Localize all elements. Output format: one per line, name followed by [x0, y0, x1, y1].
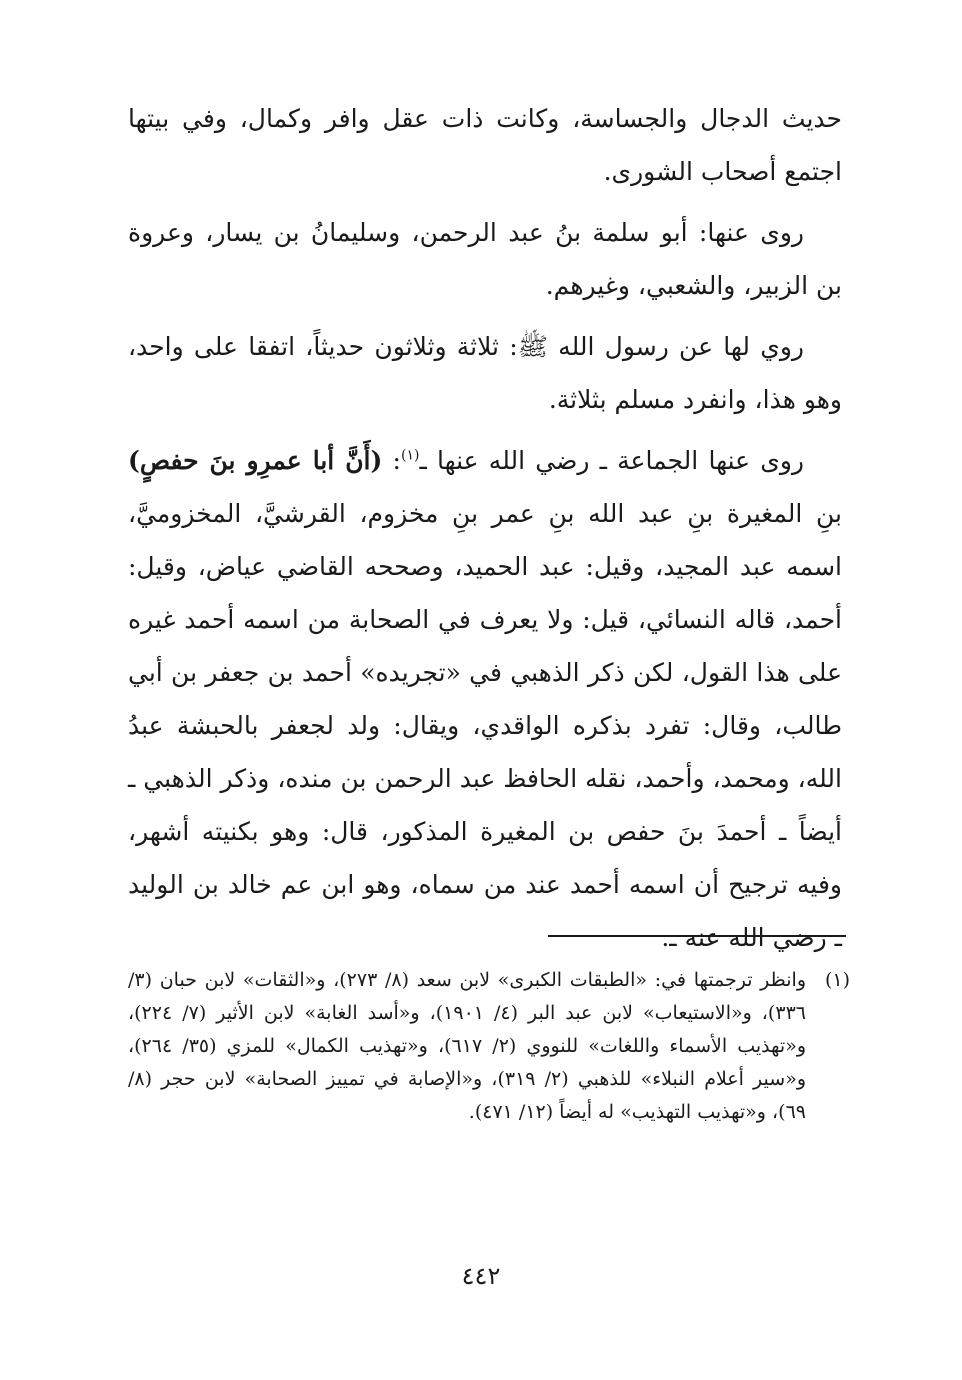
footnotes-section [128, 964, 850, 1129]
paragraph-4-colon: : [382, 446, 401, 475]
page-number: ٤٤٢ [461, 1262, 501, 1290]
footnote-number: (١) [824, 969, 850, 991]
paragraph-4 [128, 434, 842, 964]
paragraph-2: روى عنها: أبو سلمة بنُ عبد الرحمن، وسليمانُ بن يسار، وعروة بن الزبير، والشعبي، وغيرهم. [128, 218, 842, 300]
paragraph-1: حديث الدجال والجساسة، وكانت ذات عقل وافر وكمال، وفي بيتها اجتمع أصحاب الشورى. [128, 104, 842, 186]
footnote-reference-1[interactable]: (١) [400, 447, 420, 464]
main-text [128, 92, 842, 972]
paragraph-4-rest: بنِ المغيرة بنِ عبد الله بنِ عمر بنِ مخزوم، القرشيَّ، المخزوميَّ، اسمه عبد المجيد، وقيل: عبد الحميد، وصححه القاضي عياض، وقيل: أحمد، قاله النسائي، قيل: ولا يعرف في الصحابة من اسمه أحمد غيره على هذا القول، لكن ذكر الذهبي في «تجريده» أحمد بن جعفر بن أبي طالب، وقال: تفرد بذكره الواقدي، ويقال: ولد لجعفر بالحبشة عبدُ الله، ومحمد، وأحمد، نقله الحافظ عبد الرحمن بن منده، وذكر الذهبي ـ أيضاً ـ أحمدَ بنَ حفص بن المغيرة المذكور، قال: وهو بكنيته أشهر، وفيه ترجيح أن اسمه أحمد عند من سماه، وهو ابن عم خالد بن الوليد ـ رضي الله عنه ـ. [128, 499, 842, 952]
subject-name-bold: (أَنَّ أبا عمرِو بنَ حفصٍ) [128, 446, 383, 475]
paragraph-4-start: روى عنها الجماعة ـ رضي الله عنها ـ [419, 446, 804, 475]
footnote-separator [548, 935, 846, 937]
footnote-1 [128, 964, 850, 1129]
footnote-text: وانظر ترجمتها في: «الطبقات الكبرى» لابن سعد (٨/ ٢٧٣)، و«الثقات» لابن حبان (٣/ ٣٣٦)، و«الاستيعاب» لابن عبد البر (٤/ ١٩٠١)، و«أسد الغابة» لابن الأثير (٧/ ٢٢٤)، و«تهذيب الأسماء واللغات» للنووي (٢/ ٦١٧)، و«تهذيب الكمال» للمزي (٣٥/ ٢٦٤)، و«سير أعلام النبلاء» للذهبي (٢/ ٣١٩)، و«الإصابة في تمييز الصحابة» لابن حجر (٨/ ٦٩)، و«تهذيب التهذيب» له أيضاً (١٢/ ٤٧١). [128, 969, 806, 1123]
paragraph-3: روي لها عن رسول الله ﷺ: ثلاثة وثلاثون حديثاً، اتفقا على واحد، وهو هذا، وانفرد مسلم بثلاثة. [128, 332, 842, 414]
